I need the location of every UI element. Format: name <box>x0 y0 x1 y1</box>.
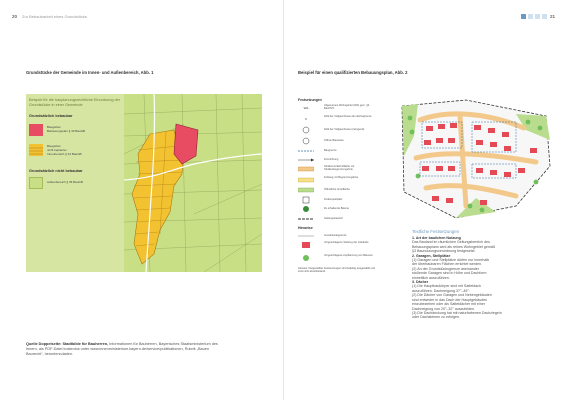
zoning-map <box>26 94 262 272</box>
key-text: Firstrichtung <box>324 158 339 161</box>
key-symbol-geltungsbereich <box>298 215 314 223</box>
cadastral-map <box>124 94 262 272</box>
hint-text: Grundstücksgrenze <box>324 234 347 237</box>
legend-item-aussenbereich: Außenbereich § 35 BauGB <box>47 180 83 184</box>
development-plan <box>396 96 554 224</box>
hint-symbol-grenze <box>298 232 314 240</box>
hint-symbol-baeume <box>298 254 314 262</box>
textual-line: stoßende Garagen sind in Höhe und Dachform <box>412 271 487 276</box>
textual-line: (1) Garagen und Stellplätze dürfen nur innerhalb <box>412 258 490 263</box>
textual-heading: 3. Dächer <box>412 280 429 285</box>
caption-text: Informationen für Bauherren, Bayerisches Staatsministerium des Innern, als PDF-Datei kostenlos unter www.innenministerium.bayern.de/service/publikationen, Rubrik „Bauen Baurecht“, herunterzuladen. <box>26 342 218 357</box>
hint-text: Vorgeschlagene Anpflanzung von Bäumen <box>324 254 373 257</box>
hatch-pattern <box>29 145 43 157</box>
key-text: Öffentliche Grünfläche <box>324 188 350 191</box>
textual-line: oder Dachsteinen zu erfolgen. <box>412 315 460 320</box>
textual-line: sind entweder in das Dach der Hauptgebäudes <box>412 297 487 302</box>
textual-line: der überbaubaren Flächen errichtet werden. <box>412 262 483 267</box>
key-text: Zu erhaltende Bäume <box>324 207 349 210</box>
swatch-red <box>29 124 43 136</box>
page-number-right: 21 <box>550 14 556 19</box>
legend-item-bebauungsplan: Baugebiet Bebauungsplan § 30 BauGB <box>47 125 86 133</box>
textual-line: einzubeziehen oder als Satteldächer mit einer <box>412 302 485 307</box>
map-legend <box>26 94 124 272</box>
page-number-left: 20 <box>12 14 18 19</box>
key-symbol-strasse <box>298 165 314 173</box>
swatch-green <box>29 177 43 189</box>
swatch-yellow <box>29 144 43 156</box>
textual-line: (2) An der Grundstücksgrenze aneinander <box>412 266 479 271</box>
hint-text: Vorgeschlagene Stellung der Gebäude <box>324 241 369 244</box>
textual-line: (1) Die Hauptbaukörper sind mit Satteldach <box>412 284 481 289</box>
textual-line: (2) Die Dächer von Garagen und Nebengebäuden <box>412 293 492 298</box>
textual-line: Das Bauland im räumlichen Geltungsbereich des <box>412 240 490 245</box>
textual-line: §3 Baunutzungsverordnung festgesetzt. <box>412 249 476 254</box>
key-text: Kinderspielplatz <box>324 198 343 201</box>
figure-title-2: Beispiel für einen qualifizierten Bebauungsplan, Abb. 2 <box>298 70 408 75</box>
key-text: Allgemeines Wohngebiet (WA) gem. §4 BauNVO <box>324 104 370 111</box>
key-text: Zahl der Vollgeschosse (zwingend) <box>324 128 365 131</box>
textual-title: Textliche Festsetzungen <box>412 229 460 234</box>
nav-square <box>542 14 547 19</box>
hint-symbol-gebaeude <box>298 241 314 249</box>
nav-square <box>528 14 533 19</box>
textual-line: Bebauungsplans wird als reines Wohngebiet gemäß <box>412 244 496 249</box>
key-text: Zahl der Vollgeschosse als Höchstgrenze <box>324 115 372 118</box>
key-symbol-fussweg <box>298 176 314 184</box>
key-text: Geltungsbereich <box>324 217 343 220</box>
key-text: Offene Bauweise <box>324 139 344 142</box>
key-symbol-gruenflaeche <box>298 186 314 194</box>
legend-title: Beispiel für die bauplanungsrechtliche Einordnung der Grundstücke in einer Gemeinde <box>29 98 120 107</box>
nav-square-active <box>521 14 526 19</box>
right-page <box>284 0 568 400</box>
textual-heading: 1. Art der baulichen Nutzung <box>412 236 461 240</box>
nav-square <box>535 14 540 19</box>
key-symbol <box>298 126 314 134</box>
running-header: Zur Bebaubarkeit eines Grundstücks <box>22 14 87 19</box>
key-text: Straßenverkehrsfläche mit Straßenbegrenzungslinie <box>324 165 355 172</box>
key-symbol-baugrenze <box>298 147 314 155</box>
hint-note: Hinweis: Dargestellter Festsetzungen sind beliebig ausgewählt und sind nicht abschließend. <box>298 267 375 274</box>
textual-line: Dachneigung von 20°–32° auszubilden. <box>412 306 476 311</box>
legend-section-not-buildable: Grundsätzlich nicht bebaubar <box>29 169 83 173</box>
key-text: Fußweg mit Begrenzungslinie <box>324 176 359 179</box>
legend-section-buildable: Grundsätzlich bebaubar <box>29 114 73 118</box>
key-text: Baugrenze <box>324 149 337 152</box>
key-heading: Festsetzungen <box>298 98 322 102</box>
textual-line: einheitlich auszuführen. <box>412 275 450 280</box>
key-symbol <box>298 137 314 145</box>
key-symbol-baum <box>298 205 314 213</box>
key-symbol: II <box>305 117 307 121</box>
figure-title-1: Grundstücke der Gemeinde im Innen- und Außenbereich, Abb. 1 <box>26 70 154 75</box>
textual-line: auszuführen. Dachneigung 37°–45°. <box>412 288 470 293</box>
textual-line: (3) Die Dachdeckung hat mit naturfarbenen Dachziegeln <box>412 310 502 315</box>
key-symbol-wa: WA <box>303 106 309 110</box>
textual-list <box>412 236 532 320</box>
key-symbol-spielplatz <box>298 196 314 204</box>
key-symbol-firstrichtung <box>298 156 314 164</box>
caption-bold: Quelle Doppelseite: Stadtbilde für Bauherren, <box>26 342 109 346</box>
hint-heading: Hinweise <box>298 226 313 230</box>
textual-heading: 2. Garagen, Stellplätze <box>412 253 451 258</box>
legend-item-innenbereich: Baugebiet nicht beplanter Innenbereich § 34 BauGB <box>47 144 82 156</box>
source-caption <box>26 342 226 358</box>
